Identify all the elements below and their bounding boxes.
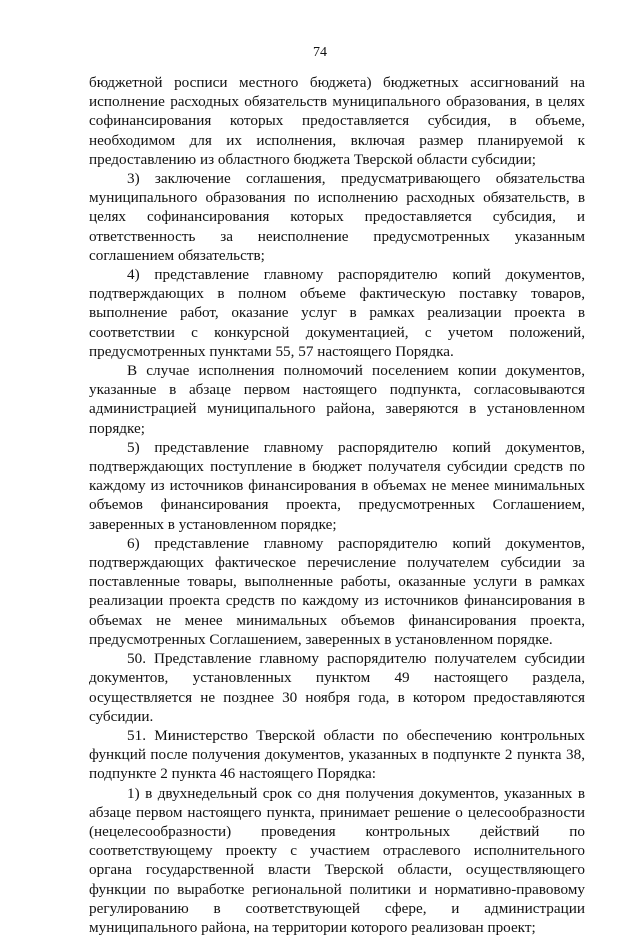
- page-number: 74: [313, 45, 327, 60]
- paragraph-item-4: 4) представление главному распорядителю копий документов, подтверждающих в полном объеме фактическую поставку товаров, выполнение работ, оказание услуг в рамках реализации проекта в соответствии с конкурсной документацией, с учетом положений, предусмотренных пунктами 55, 57 настоящего Порядка.: [89, 266, 585, 360]
- paragraph-clause-50: 50. Представление главному распорядителю получателем субсидии документов, установленных пунктом 49 настоящего раздела, осуществляется не позднее 30 ноября года, в котором предоставляются субсидии.: [89, 650, 585, 725]
- document-body: [89, 73, 585, 937]
- paragraph-item-3: 3) заключение соглашения, предусматривающего обязательства муниципального образования по исполнению расходных обязательств, в целях софинансирования которых предоставляется субсидия, и ответственность за неисполнение предусмотренных указанным соглашением обязательств;: [89, 170, 585, 264]
- paragraph-item-6: 6) представление главному распорядителю копий документов, подтверждающих фактическое перечисление получателем субсидии за поставленные товары, выполненные работы, оказанные услуги в рамках реализации проекта средств по каждому из источников финансирования в объемах не менее минимальных объемов финансирования проекта, предусмотренных Соглашением, заверенных в установленном порядке.: [89, 534, 585, 648]
- paragraph-continuation: бюджетной росписи местного бюджета) бюджетных ассигнований на исполнение расходных обязательств муниципального образования, в целях софинансирования которых предоставляется субсидия, в объеме, необходимом для их исполнения, включая размер планируемой к предоставлению из областного бюджета Тверской области субсидии;: [89, 74, 585, 168]
- paragraph-item-5: 5) представление главному распорядителю копий документов, подтверждающих поступление в бюджет получателя субсидии средств по каждому из источников финансирования в объемах не менее минимальных объемов финансирования проекта, предусмотренных Соглашением, заверенных в установленном порядке;: [89, 438, 585, 533]
- paragraph-settlement-note: В случае исполнения полномочий поселением копии документов, указанные в абзаце первом настоящего подпункта, согласовываются администрацией муниципального района, заверяются в установленном порядке;: [89, 362, 585, 437]
- paragraph-clause-51: 51. Министерство Тверской области по обеспечению контрольных функций после получения документов, указанных в подпункте 2 пункта 38, подпункте 2 пункта 46 настоящего Порядка:: [89, 726, 585, 783]
- paragraph-clause-51-item-1: 1) в двухнедельный срок со дня получения документов, указанных в абзаце первом настоящего пункта, принимает решение о целесообразности (нецелесообразности) проведения контрольных действий по соответствующему проекту с участием отраслевого исполнительного органа государственной власти Тверской области, осуществляющего функции по выработке региональной политики и нормативно-правовому регулированию в соответствующей сфере, и администрации муниципального района, на территории которого реализован проект;: [89, 784, 585, 936]
